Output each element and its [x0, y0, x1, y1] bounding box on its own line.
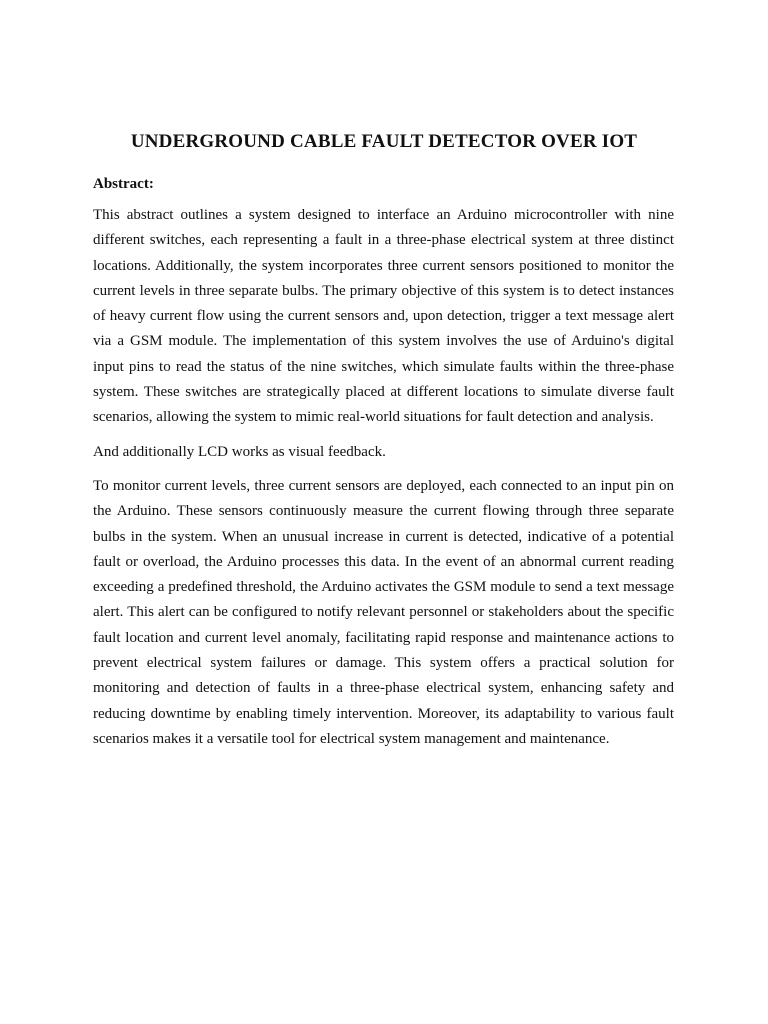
abstract-paragraph-2: And additionally LCD works as visual feedback. [93, 443, 386, 460]
document-body [93, 174, 674, 761]
abstract-heading: Abstract: [93, 176, 154, 192]
abstract-paragraph-1: This abstract outlines a system designed to interface an Arduino microcontroller with nine different switches, each representing a fault in a three-phase electrical system at three distinct locations. Additionally, the system incorporates three current sensors positioned to monitor the current levels in three separate bulbs. The primary objective of this system is to detect instances of heavy current flow using the current sensors and, upon detection, trigger a text message alert via a GSM module. The implementation of this system involves the use of Arduino's digital input pins to read the status of the nine switches, which simulate faults within the three-phase system. These switches are strategically placed at different locations to simulate diverse fault scenarios, allowing the system to mimic real-world situations for fault detection and analysis. [93, 207, 674, 426]
abstract-paragraph-3: To monitor current levels, three current sensors are deployed, each connected to an input pin on the Arduino. These sensors continuously measure the current flowing through three separate bulbs in the system. When an unusual increase in current is detected, indicative of a potential fault or overload, the Arduino processes this data. In the event of an abnormal current reading exceeding a predefined threshold, the Arduino activates the GSM module to send a text message alert. This alert can be configured to notify relevant personnel or stakeholders about the specific fault location and current level anomaly, facilitating rapid response and maintenance actions to prevent electrical system failures or damage. This system offers a practical solution for monitoring and detection of faults in a three-phase electrical system, enhancing safety and reducing downtime by enabling timely intervention. Moreover, its adaptability to various fault scenarios makes it a versatile tool for electrical system management and maintenance. [93, 477, 674, 747]
document-title: UNDERGROUND CABLE FAULT DETECTOR OVER IOT [130, 131, 638, 152]
